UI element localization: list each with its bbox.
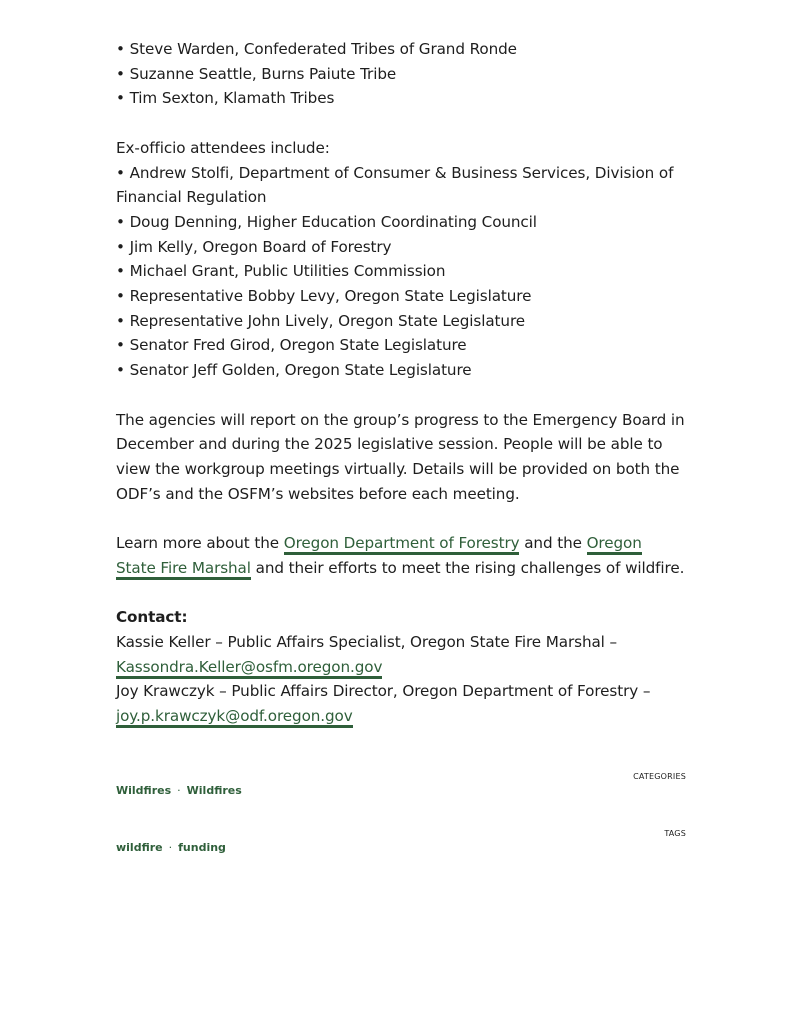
contact-person-2: Joy Krawczyk – Public Affairs Director, Oregon Department of Forestry – bbox=[116, 682, 651, 701]
categories-list bbox=[116, 784, 242, 797]
tribal-attendees-list bbox=[116, 37, 686, 111]
contact-email-2-link[interactable]: joy.p.krawczyk@odf.oregon.gov bbox=[116, 707, 353, 728]
tag-link[interactable]: funding bbox=[178, 841, 226, 854]
list-item: • Steve Warden, Confederated Tribes of Grand Ronde bbox=[116, 40, 517, 58]
list-item: • Jim Kelly, Oregon Board of Forestry bbox=[116, 237, 392, 256]
article-body bbox=[116, 37, 686, 753]
learn-more-prefix: Learn more about the bbox=[116, 534, 284, 553]
odf-link[interactable]: Oregon Department of Forestry bbox=[284, 534, 520, 555]
learn-more-suffix: and their efforts to meet the rising challenges of wildfire. bbox=[250, 558, 685, 577]
learn-more-middle: and the bbox=[519, 534, 587, 553]
separator: · bbox=[168, 841, 173, 854]
separator: · bbox=[177, 784, 181, 797]
report-paragraph: The agencies will report on the group’s progress to the Emergency Board in December and during the 2025 legislative session. People will be able to view the workgroup meetings virtually. Details will be provided on both the ODF’s and the OSFM’s websites before each meeting. bbox=[116, 410, 685, 503]
contact-person-1: Kassie Keller – Public Affairs Specialist, Oregon State Fire Marshal – bbox=[116, 632, 618, 651]
exofficio-section bbox=[116, 136, 686, 383]
list-item: • Representative Bobby Levy, Oregon State Legislature bbox=[116, 287, 532, 306]
contact-section bbox=[116, 605, 686, 729]
list-item: • Michael Grant, Public Utilities Commission bbox=[116, 262, 446, 281]
category-link[interactable]: Wildfires bbox=[116, 784, 172, 797]
list-item: • Senator Jeff Golden, Oregon State Legislature bbox=[116, 361, 472, 380]
osfm-link[interactable]: Oregon State Fire Marshal bbox=[116, 534, 642, 580]
list-item: • Representative John Lively, Oregon State Legislature bbox=[116, 311, 525, 330]
list-item: • Andrew Stolfi, Department of Consumer & Business Services, Division of Financial Regulation bbox=[116, 163, 674, 207]
exofficio-heading: Ex-officio attendees include: bbox=[116, 138, 330, 157]
contact-email-1-link[interactable]: Kassondra.Keller@osfm.oregon.gov bbox=[116, 658, 382, 679]
category-link[interactable]: Wildfires bbox=[186, 784, 242, 797]
categories-label: CATEGORIES bbox=[633, 772, 686, 781]
list-item: • Senator Fred Girod, Oregon State Legislature bbox=[116, 336, 467, 355]
learn-more-paragraph bbox=[116, 531, 686, 580]
list-item: • Tim Sexton, Klamath Tribes bbox=[116, 89, 335, 108]
list-item: • Doug Denning, Higher Education Coordinating Council bbox=[116, 212, 537, 231]
contact-heading: Contact: bbox=[116, 608, 188, 627]
tags-list bbox=[116, 841, 226, 854]
tag-link[interactable]: wildfire bbox=[116, 841, 163, 854]
list-item: • Suzanne Seattle, Burns Paiute Tribe bbox=[116, 64, 397, 83]
tags-label: TAGS bbox=[664, 829, 686, 838]
